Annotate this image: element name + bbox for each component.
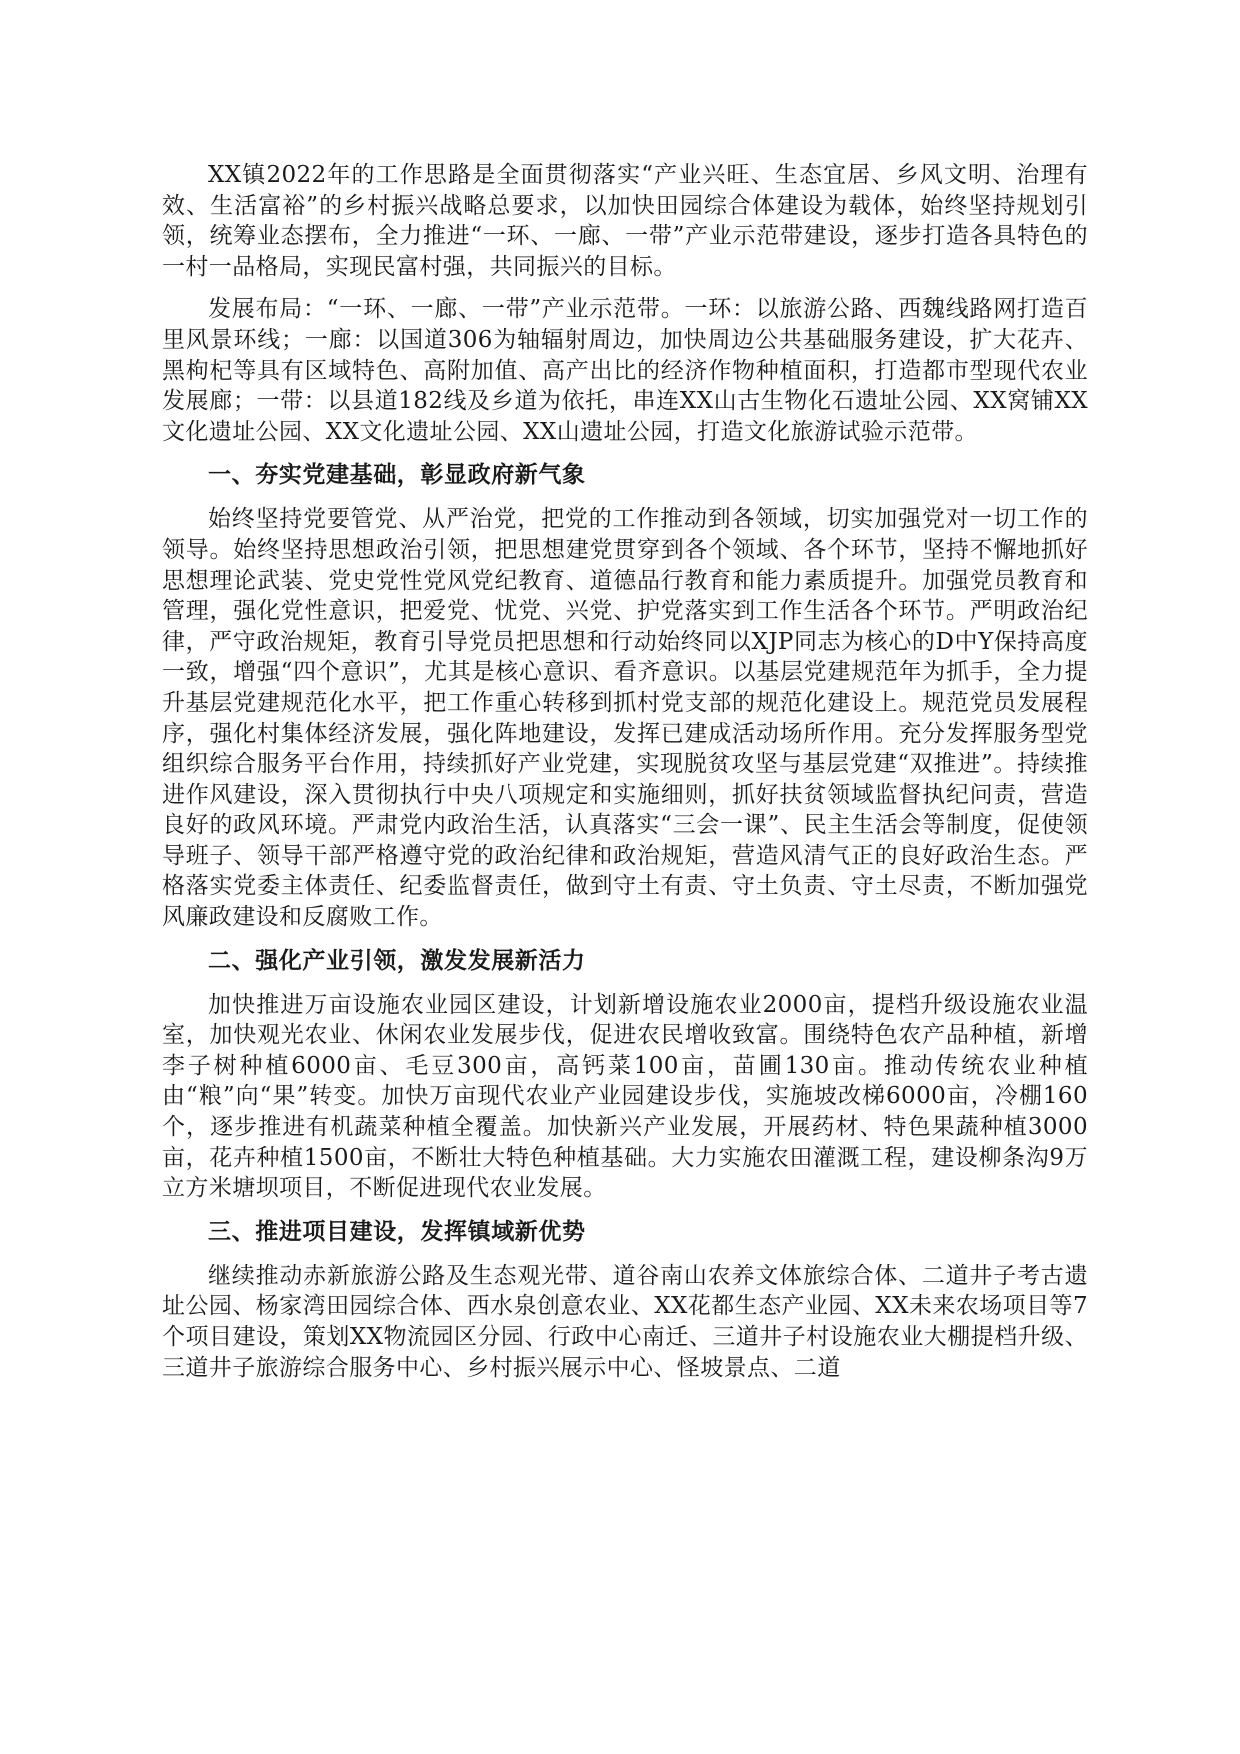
section-body: 加快推进万亩设施农业园区建设，计划新增设施农业2000亩，提档升级设施农业温室，加快观光农业、休闲农业发展步伐，促进农民增收致富。围绕特色农产品种植，新增李子树种植6000亩、毛豆300亩，高钙菜100亩，苗圃130亩。推动传统农业种植由“粮”向“果”转变。加快万亩现代农业产业园建设步伐，实施坡改梯6000亩，冷棚160个，逐步推进有机蔬菜种植全覆盖。加快新兴产业发展，开展药材、特色果蔬种植3000亩，花卉种植1500亩，不断壮大特色种植基础。大力实施农田灌溉工程，建设柳条沟9万立方米塘坝项目，不断促进现代农业发展。 <box>162 991 1088 1202</box>
section-heading: 三、推进项目建设，发挥镇域新优势 <box>208 1217 586 1245</box>
section-heading: 一、夯实党建基础，彰显政府新气象 <box>208 461 586 489</box>
intro-paragraph: XX镇2022年的工作思路是全面贯彻落实“产业兴旺、生态宜居、乡风文明、治理有效、生活富裕”的乡村振兴战略总要求，以加快田园综合体建设为载体，始终坚持规划引领，统筹业态摆布，全力推进“一环、一廊、一带”产业示范带建设，逐步打造各具特色的一村一品格局，实现民富村强，共同振兴的目标。 <box>162 162 1088 280</box>
section-body: 始终坚持党要管党、从严治党，把党的工作推动到各领域，切实加强党对一切工作的领导。始终坚持思想政治引领，把思想建党贯穿到各个领域、各个环节，坚持不懈地抓好思想理论武装、党史党性党风党纪教育、道德品行教育和能力素质提升。加强党员教育和管理，强化党性意识，把爱党、忧党、兴党、护党落实到工作生活各个环节。严明政治纪律，严守政治规矩，教育引导党员把思想和行动始终同以XJP同志为核心的D中Y保持高度一致，增强“四个意识”，尤其是核心意识、看齐意识。以基层党建规范年为抓手，全力提升基层党建规范化水平，把工作重心转移到抓村党支部的规范化建设上。规范党员发展程序，强化村集体经济发展，强化阵地建设，发挥已建成活动场所作用。充分发挥服务型党组织综合服务平台作用，持续抓好产业党建，实现脱贫攻坚与基层党建“双推进”。持续推进作风建设，深入贯彻执行中央八项规定和实施细则，抓好扶贫领域监督执纪问责，营造良好的政风环境。严肃党内政治生活，认真落实“三会一课”、民主生活会等制度，促使领导班子、领导干部严格遵守党的政治纪律和政治规矩，营造风清气正的良好政治生态。严格落实党委主体责任、纪委监督责任，做到守土有责、守土负责、守土尽责，不断加强党风廉政建设和反腐败工作。 <box>162 506 1088 931</box>
section-body: 继续推动赤新旅游公路及生态观光带、道谷南山农养文体旅综合体、二道井子考古遗址公园、杨家湾田园综合体、西水泉创意农业、XX花都生态产业园、XX未来农场项目等7个项目建设，策划XX物流园区分园、行政中心南迁、三道井子村设施农业大棚提档升级、三道井子旅游综合服务中心、乡村振兴展示中心、怪坡景点、二道 <box>162 1262 1088 1381</box>
section-heading: 二、强化产业引领，激发发展新活力 <box>208 946 586 974</box>
document-page <box>162 160 1088 1395</box>
layout-paragraph: 发展布局：“一环、一廊、一带”产业示范带。一环：以旅游公路、西魏线路网打造百里风景环线；一廊：以国道306为轴辐射周边，加快周边公共基础服务建设，扩大花卉、黑枸杞等具有区域特色、高附加值、高产出比的经济作物种植面积，打造都市型现代农业发展廊；一带：以县道182线及乡道为依托，串连XX山古生物化石遗址公园、XX窝铺XX文化遗址公园、XX文化遗址公园、XX山遗址公园，打造文化旅游试验示范带。 <box>162 296 1088 445</box>
